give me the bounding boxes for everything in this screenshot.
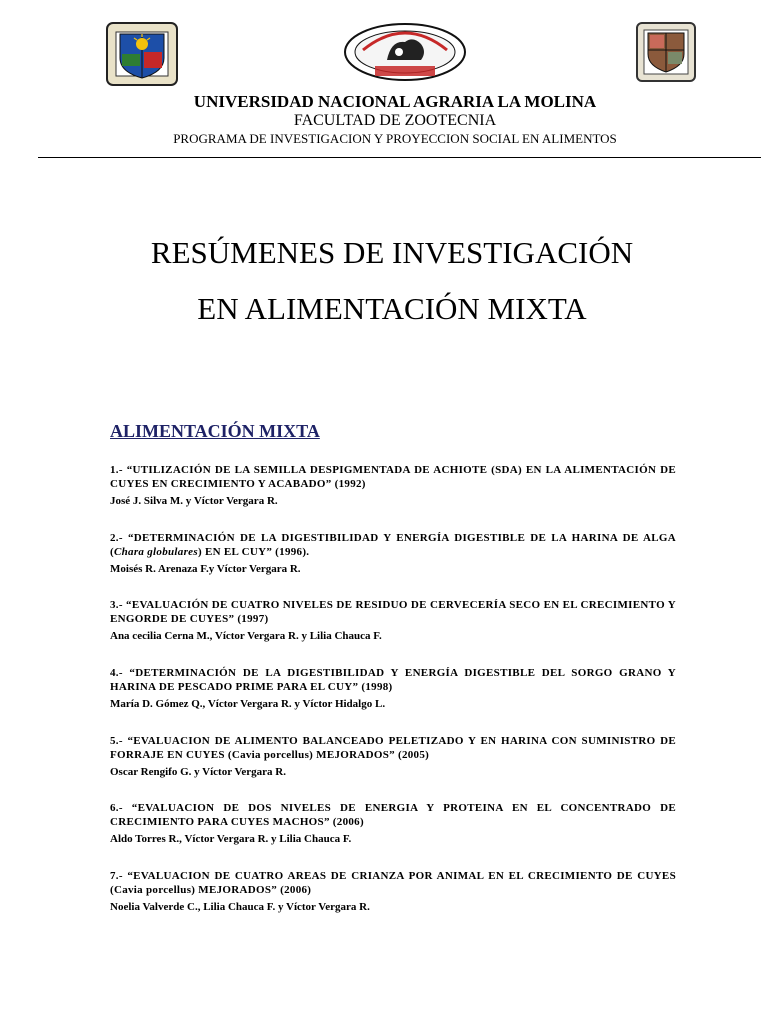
entry-title: 3.- “EVALUACIÓN DE CUATRO NIVELES DE RESIDUO DE CERVECERÍA SECO EN EL CRECIMIENTO Y ENGORDE DE CUYES” (1997) <box>110 599 676 625</box>
university-crest-icon <box>636 22 696 82</box>
university-name: UNIVERSIDAD NACIONAL AGRARIA LA MOLINA <box>193 92 597 111</box>
faculty-name: FACULTAD DE ZOOTECNIA <box>293 112 497 129</box>
university-crest-icon <box>106 22 178 86</box>
research-entry-5 <box>110 734 676 779</box>
entry-authors: Aldo Torres R., Víctor Vergara R. y Lilia Chauca F. <box>110 833 352 845</box>
research-entry-6 <box>110 801 676 846</box>
research-entry-3 <box>110 598 676 643</box>
faculty-seal-icon <box>343 22 467 82</box>
research-entry-1 <box>110 463 676 508</box>
entry-authors: Oscar Rengifo G. y Víctor Vergara R. <box>110 766 286 778</box>
university-crest-left <box>106 22 178 86</box>
entry-authors: Noelia Valverde C., Lilia Chauca F. y Víctor Vergara R. <box>110 901 370 913</box>
entry-authors: Moisés R. Arenaza F.y Víctor Vergara R. <box>110 563 301 575</box>
entry-title: 1.- “UTILIZACIÓN DE LA SEMILLA DESPIGMENTADA DE ACHIOTE (SDA) EN LA ALIMENTACIÓN DE CUYES EN CRECIMIENTO Y ACABADO” (1992) <box>110 464 676 490</box>
entry-title-post: ) EN EL CUY” (1996). <box>197 546 310 558</box>
document-title-line-1: RESÚMENES DE INVESTIGACIÓN <box>150 235 634 270</box>
faculty-seal-center <box>343 22 467 82</box>
entry-title-species: Chara globulares <box>113 546 198 558</box>
header-divider <box>38 157 761 158</box>
section-heading: ALIMENTACIÓN MIXTA <box>110 421 320 441</box>
entry-authors: José J. Silva M. y Víctor Vergara R. <box>110 495 278 507</box>
entry-title <box>110 531 676 559</box>
entry-title: 4.- “DETERMINACIÓN DE LA DIGESTIBILIDAD Y ENERGÍA DIGESTIBLE DEL SORGO GRANO Y HARINA DE PESCADO PRIME PARA EL CUY” (1998) <box>110 667 676 693</box>
research-entry-4 <box>110 666 676 711</box>
university-crest-right <box>636 22 696 82</box>
entry-title: 7.- “EVALUACION DE CUATRO AREAS DE CRIANZA POR ANIMAL EN EL CRECIMIENTO DE CUYES (Cavia porcellus) MEJORADOS” (2006) <box>110 870 676 896</box>
document-title-line-2: EN ALIMENTACIÓN MIXTA <box>197 291 587 326</box>
entry-authors: Ana cecilia Cerna M., Víctor Vergara R. y Lilia Chauca F. <box>110 630 382 642</box>
entry-title-pre: 2.- “DETERMINACIÓN DE LA DIGESTIBILIDAD Y ENERGÍA DIGESTIBLE DE LA HARINA DE ALGA ( <box>110 532 676 558</box>
entry-title: 5.- “EVALUACION DE ALIMENTO BALANCEADO PELETIZADO Y EN HARINA CON SUMINISTRO DE FORRAJE EN CUYES (Cavia porcellus) MEJORADOS” (2005) <box>110 735 676 761</box>
entry-title: 6.- “EVALUACION DE DOS NIVELES DE ENERGIA Y PROTEINA EN EL CONCENTRADO DE CRECIMIENTO PARA CUYES MACHOS” (2006) <box>110 802 676 828</box>
research-entry-2 <box>110 531 676 576</box>
entry-authors: María D. Gómez Q., Víctor Vergara R. y Víctor Hidalgo L. <box>110 698 386 710</box>
research-entry-7 <box>110 869 676 914</box>
program-name: PROGRAMA DE INVESTIGACION Y PROYECCION SOCIAL EN ALIMENTOS <box>173 131 617 146</box>
